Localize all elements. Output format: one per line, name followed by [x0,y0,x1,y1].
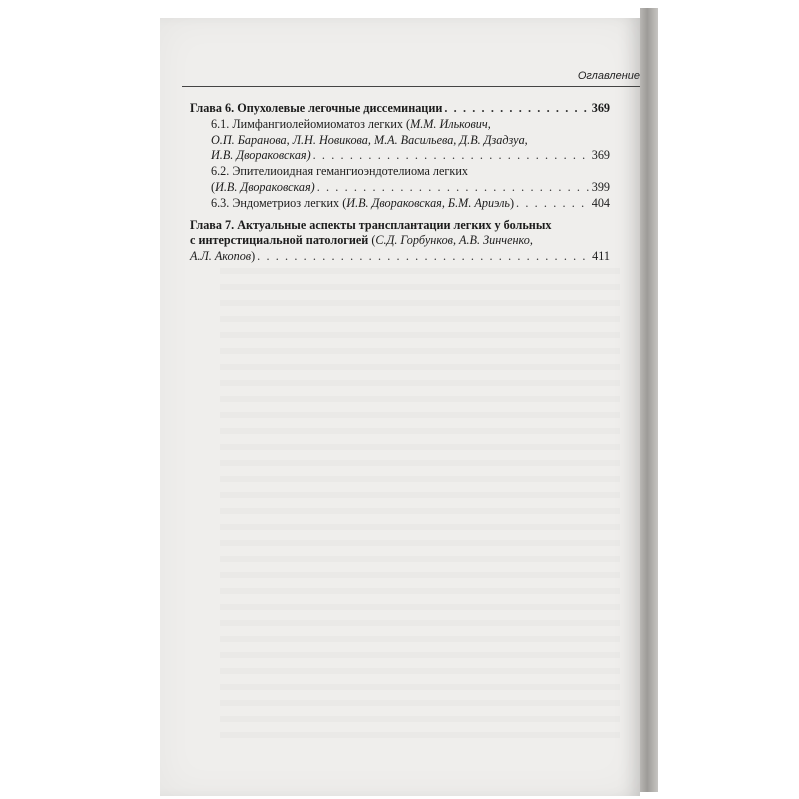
section-6-3-title [211,196,514,212]
chapter-7-title-end: с интерстициальной патологией [190,233,369,248]
chapter-7-authors-part2 [190,249,255,265]
section-6-3-page: 404 [591,195,610,210]
section-6-1-authors-part2: О.П. Баранова, Л.Н. Новикова, М.А. Васильева, Д.В. Дзадзуа, [211,132,528,147]
toc-section-6-1-line-3 [190,148,610,164]
section-6-2-page: 399 [591,179,610,194]
toc-chapter-7-line-3 [190,249,610,265]
leader-dots [317,180,590,196]
toc-chapter-7-line-2 [190,233,610,249]
toc-chapter-6 [190,101,610,117]
toc-section-6-1-line-1 [190,117,610,133]
chapter-7-page: 411 [592,249,610,264]
leader-dots [313,148,590,164]
book-page [160,18,640,796]
toc-section-6-2-line-2 [190,180,610,196]
header-rule [182,86,640,87]
section-6-1-authors-part1: М.М. Илькович, [410,116,491,131]
running-header: Оглавление [577,70,640,82]
section-6-1-authors-part3 [211,148,311,164]
section-6-3-authors: И.В. Двораковская, Б.М. Ариэль [346,195,510,210]
paren-open: ( [211,179,216,194]
section-6-2-author-name: И.В. Двораковская) [215,179,315,194]
leader-dots [257,249,590,265]
paren-close: ) [509,195,515,210]
toc-section-6-2-line-1: 6.2. Эпителиоидная гемангиоэндотелиома легких [211,164,468,179]
chapter-7-author-last: А.Л. Акопов [190,249,252,264]
paren-close: ) [251,249,256,264]
leader-dots [444,101,589,117]
toc-section-6-3 [190,196,610,212]
chapter-6-title: Глава 6. Опухолевые легочные диссеминации [190,101,443,115]
chapter-6-page: 369 [591,101,610,115]
section-6-1-page: 369 [591,148,610,163]
toc-chapter-7-line-1: Глава 7. Актуальные аспекты трансплантации легких у больных [190,217,552,232]
toc-section-6-1-line-2 [190,133,610,149]
chapter-7-authors-part1: С.Д. Горбунков, А.В. Зинченко, [375,233,533,248]
bleed-through-text [220,268,620,738]
section-6-3-text: 6.3. Эндометриоз легких ( [211,195,347,210]
section-6-1-title: 6.1. Лимфангиолейомиоматоз легких ( [211,116,411,131]
section-6-2-authors [211,180,315,196]
section-6-1-authors-last: И.В. Двораковская) [211,148,311,163]
leader-dots [516,196,590,212]
table-of-contents [190,101,610,265]
page-edge [640,8,658,792]
paren-open: ( [368,233,376,248]
